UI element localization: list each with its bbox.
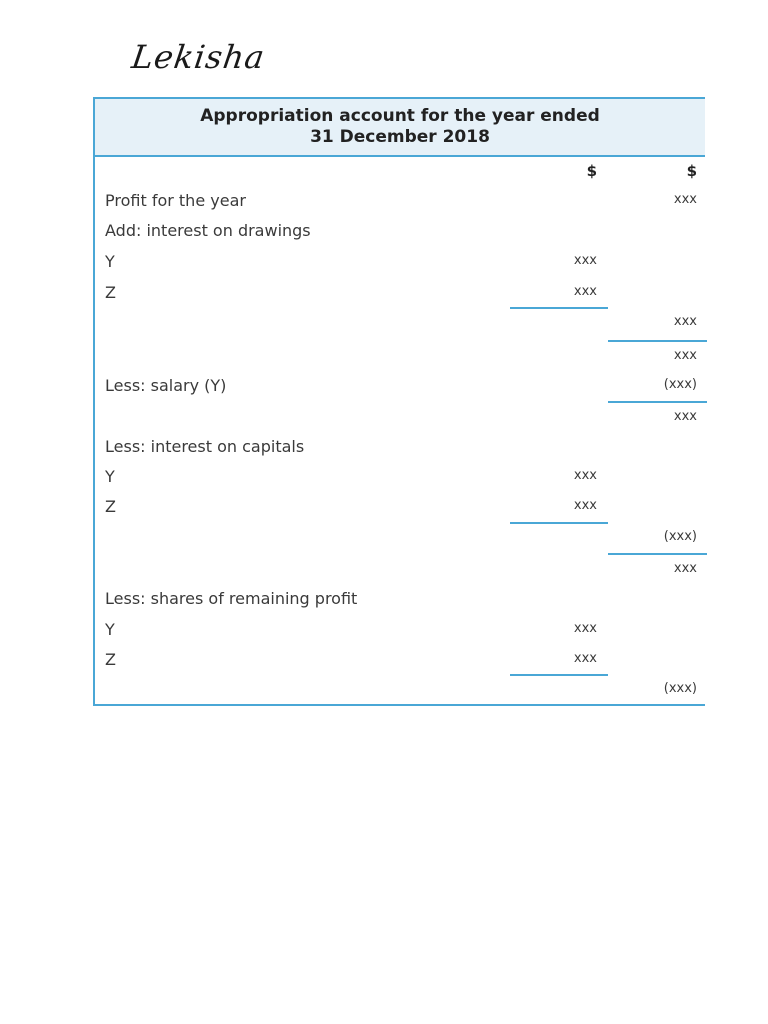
signature: Lekisha bbox=[129, 38, 268, 76]
row-label: Less: shares of remaining profit bbox=[105, 589, 358, 608]
table-row bbox=[95, 343, 705, 373]
table-row bbox=[95, 372, 705, 402]
row-label: Y bbox=[105, 620, 115, 639]
row-label: Add: interest on drawings bbox=[105, 221, 311, 240]
row-col2-value: $ bbox=[686, 162, 697, 180]
table-row bbox=[95, 187, 705, 217]
row-col1-value: xxx bbox=[573, 253, 597, 268]
table-row-currency-header bbox=[95, 157, 705, 187]
row-col2-value: xxx bbox=[673, 348, 697, 363]
table-row bbox=[95, 309, 705, 339]
table-title-line1: Appropriation account for the year ended bbox=[200, 106, 600, 126]
row-label: Z bbox=[105, 497, 116, 516]
table-row bbox=[95, 463, 705, 493]
row-col1-value: xxx bbox=[573, 651, 597, 666]
row-col2-value: xxx bbox=[673, 561, 697, 576]
subtotal-rule bbox=[510, 307, 608, 309]
table-row bbox=[95, 279, 705, 309]
subtotal-rule bbox=[510, 674, 608, 676]
row-label: Y bbox=[105, 252, 115, 271]
subtotal-rule bbox=[608, 340, 707, 342]
row-col2-value: xxx bbox=[673, 192, 697, 207]
row-label: Z bbox=[105, 650, 116, 669]
subtotal-rule bbox=[608, 401, 707, 403]
table-row bbox=[95, 433, 705, 463]
row-col2-value: (xxx) bbox=[663, 529, 697, 544]
subtotal-rule bbox=[510, 522, 608, 524]
row-col2-value: xxx bbox=[673, 409, 697, 424]
row-col2-value: (xxx) bbox=[663, 377, 697, 392]
table-title bbox=[95, 99, 705, 157]
table-row bbox=[95, 676, 705, 706]
row-label: Y bbox=[105, 467, 115, 486]
row-label: Less: salary (Y) bbox=[105, 376, 227, 395]
row-label: Profit for the year bbox=[105, 191, 246, 210]
table-row bbox=[95, 556, 705, 586]
table-row bbox=[95, 585, 705, 615]
row-label: Z bbox=[105, 283, 116, 302]
table-row bbox=[95, 493, 705, 523]
row-col1-value: xxx bbox=[573, 284, 597, 299]
row-col2-value: xxx bbox=[673, 314, 697, 329]
row-col2-value: (xxx) bbox=[663, 681, 697, 696]
row-col1-value: $ bbox=[586, 162, 597, 180]
row-col1-value: xxx bbox=[573, 468, 597, 483]
row-col1-value: xxx bbox=[573, 498, 597, 513]
appropriation-account-table bbox=[93, 97, 705, 706]
table-row bbox=[95, 404, 705, 434]
table-title-line2: 31 December 2018 bbox=[310, 127, 490, 147]
table-row bbox=[95, 524, 705, 554]
row-col1-value: xxx bbox=[573, 621, 597, 636]
table-row bbox=[95, 217, 705, 247]
table-row bbox=[95, 646, 705, 676]
table-row bbox=[95, 248, 705, 278]
table-row bbox=[95, 616, 705, 646]
subtotal-rule bbox=[608, 553, 707, 555]
row-label: Less: interest on capitals bbox=[105, 437, 305, 456]
